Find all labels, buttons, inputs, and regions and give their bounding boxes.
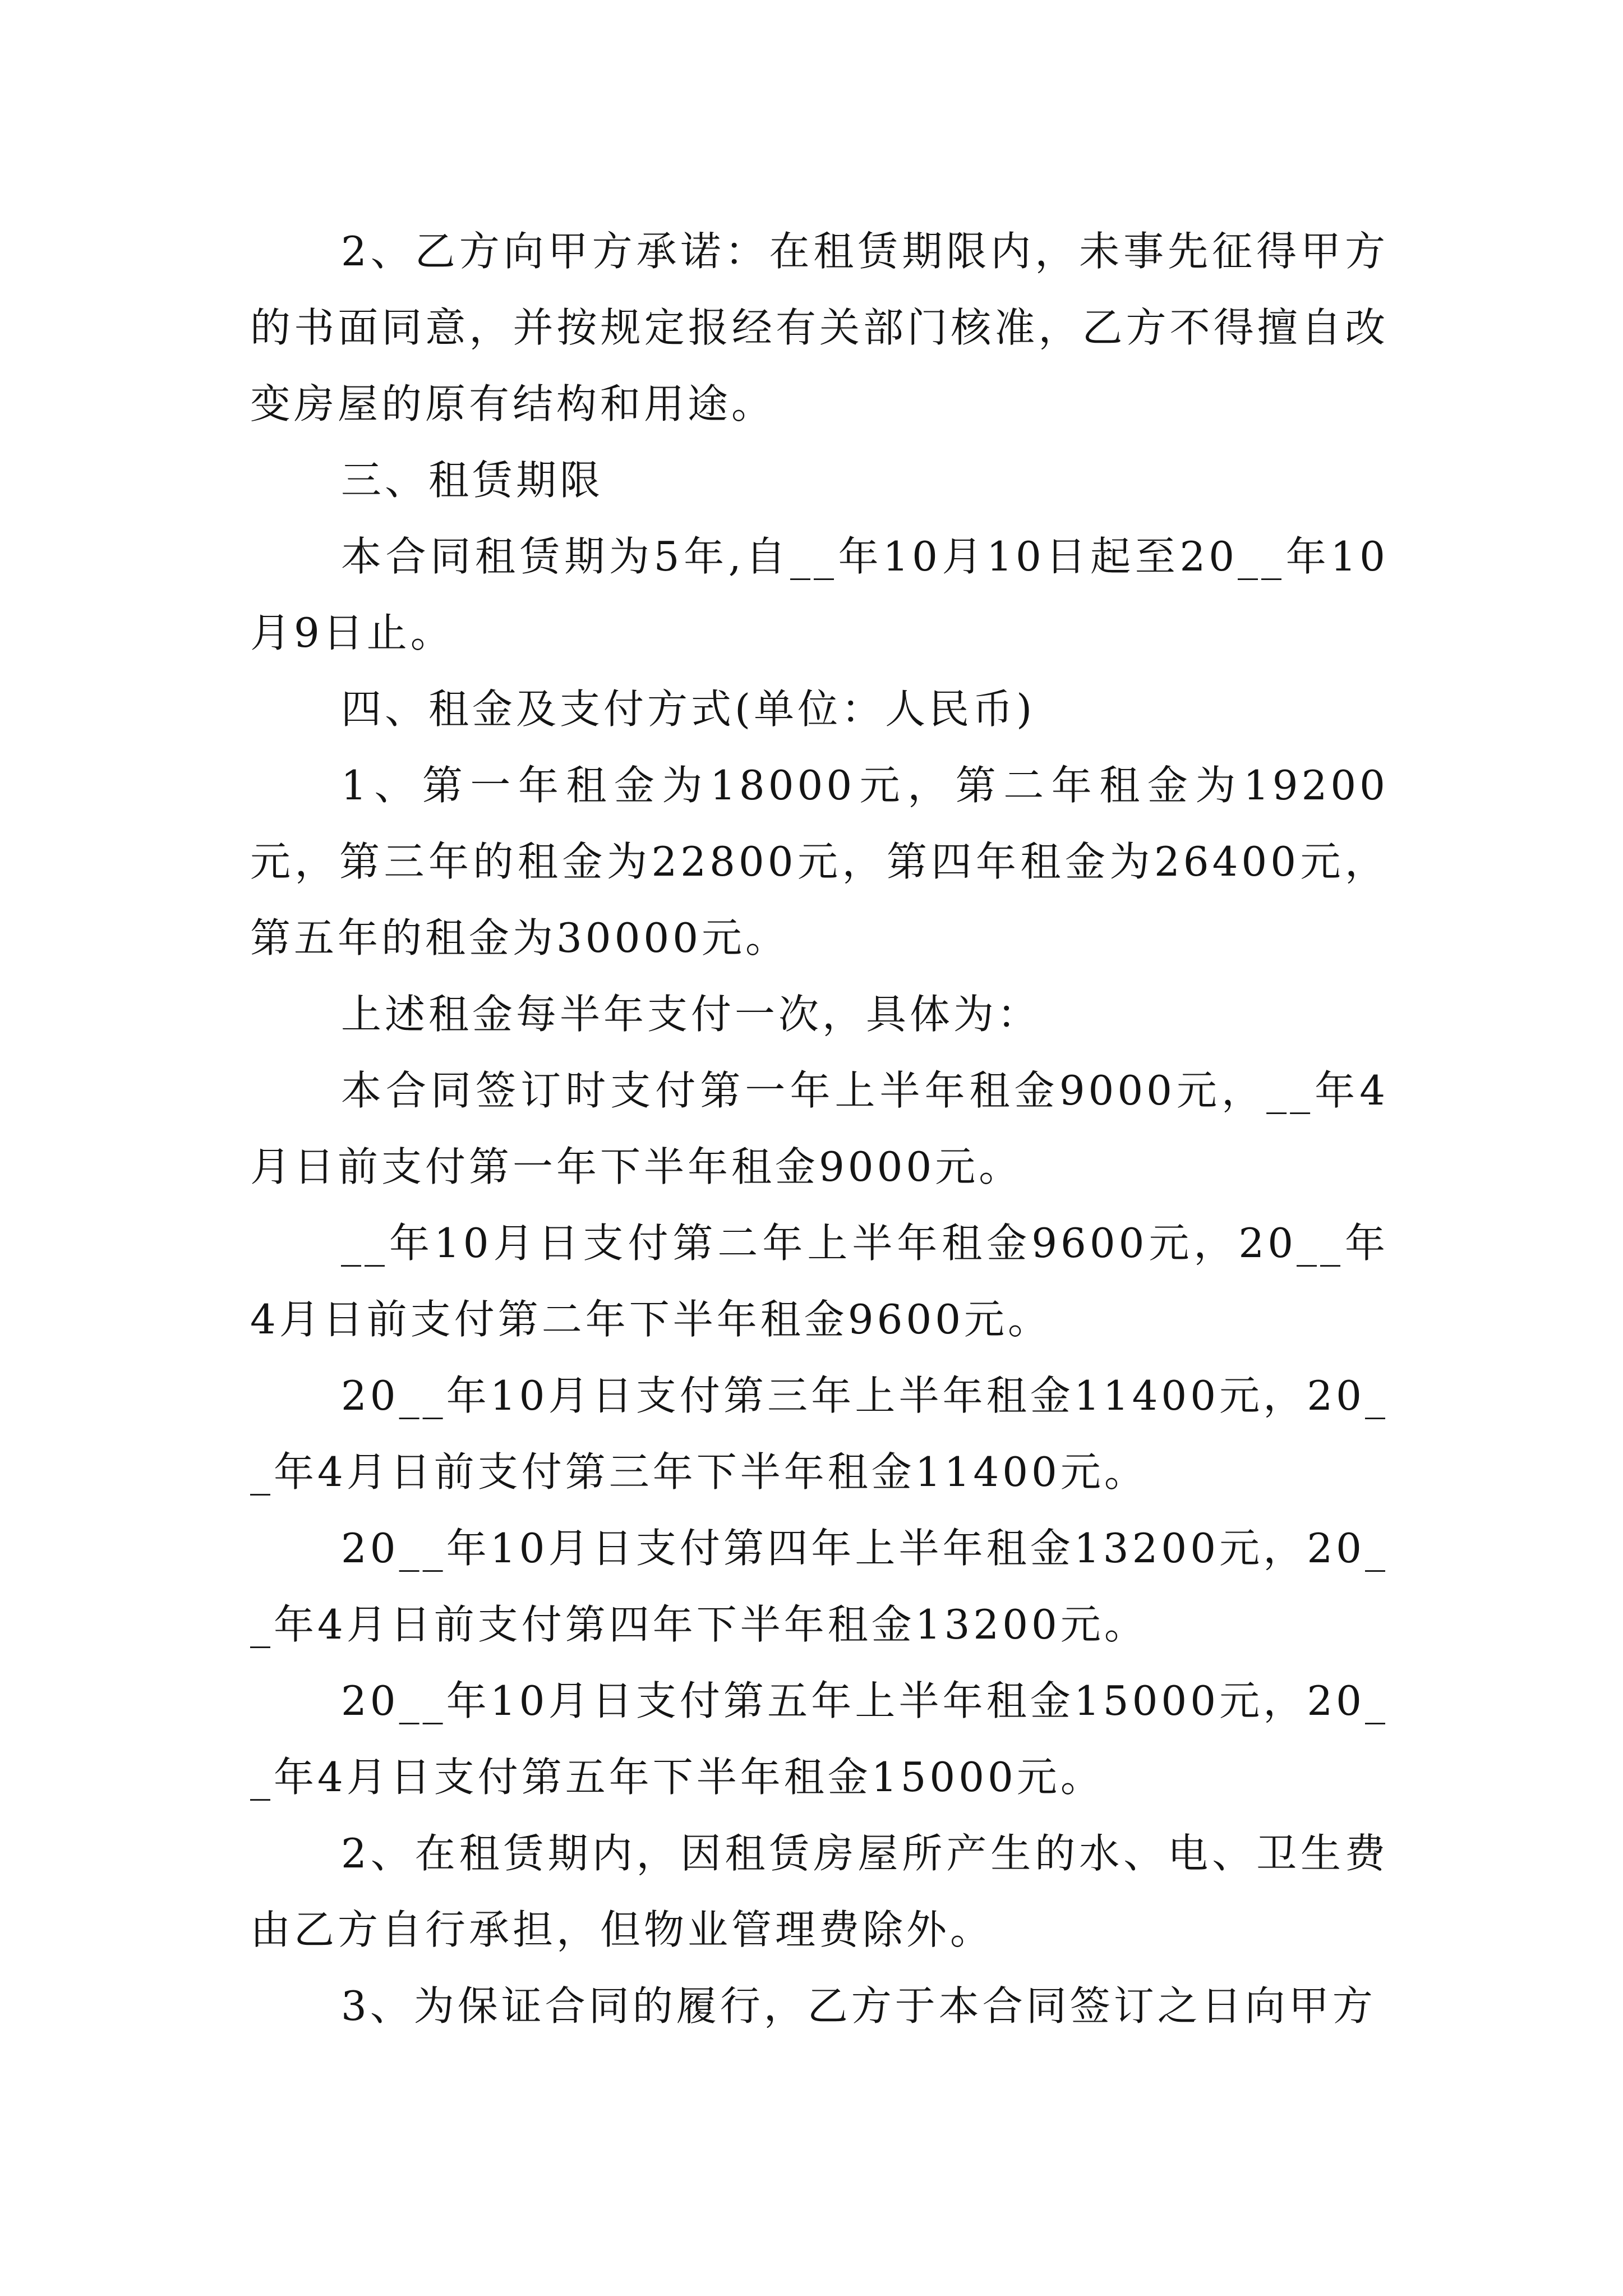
clause-3-deposit: 3、为保证合同的履行，乙方于本合同签订之日向甲方 — [341, 1982, 1376, 2030]
payment-year-3: 20__年10月日支付第三年上半年租金11400元，20__年4月日前支付第三年下半年租金11400元。 — [250, 1372, 1389, 1496]
clause-2-commitment: 2、乙方向甲方承诺：在租赁期限内，未事先征得甲方的书面同意，并按规定报经有关部门核准，乙方不得擅自改变房屋的原有结构和用途。 — [250, 228, 1389, 427]
section-heading-rent-payment: 四、租金及支付方式(单位：人民币) — [341, 685, 1036, 733]
clause-2-utilities: 2、在租赁期内，因租赁房屋所产生的水、电、卫生费由乙方自行承担，但物业管理费除外。 — [250, 1830, 1389, 1953]
payment-schedule-intro: 上述租金每半年支付一次，具体为： — [341, 991, 1041, 1038]
rent-amounts-paragraph: 1、第一年租金为18000元，第二年租金为19200元，第三年的租金为22800元，第四年租金为26400元，第五年的租金为30000元。 — [250, 762, 1389, 961]
payment-year-4: 20__年10月日支付第四年上半年租金13200元，20__年4月日前支付第四年下半年租金13200元。 — [250, 1525, 1389, 1648]
section-heading-lease-term: 三、租赁期限 — [341, 457, 604, 504]
payment-year-2: __年10月日支付第二年上半年租金9600元，20__年4月日前支付第二年下半年租金9600元。 — [250, 1220, 1389, 1343]
payment-year-1: 本合同签订时支付第一年上半年租金9000元，__年4月日前支付第一年下半年租金9000元。 — [250, 1067, 1389, 1190]
payment-year-5: 20__年10月日支付第五年上半年租金15000元，20__年4月日支付第五年下半年租金15000元。 — [250, 1677, 1389, 1801]
document-body — [250, 213, 1389, 2044]
lease-term-paragraph: 本合同租赁期为5年,自__年10月10日起至20__年10月9日止。 — [250, 533, 1389, 656]
